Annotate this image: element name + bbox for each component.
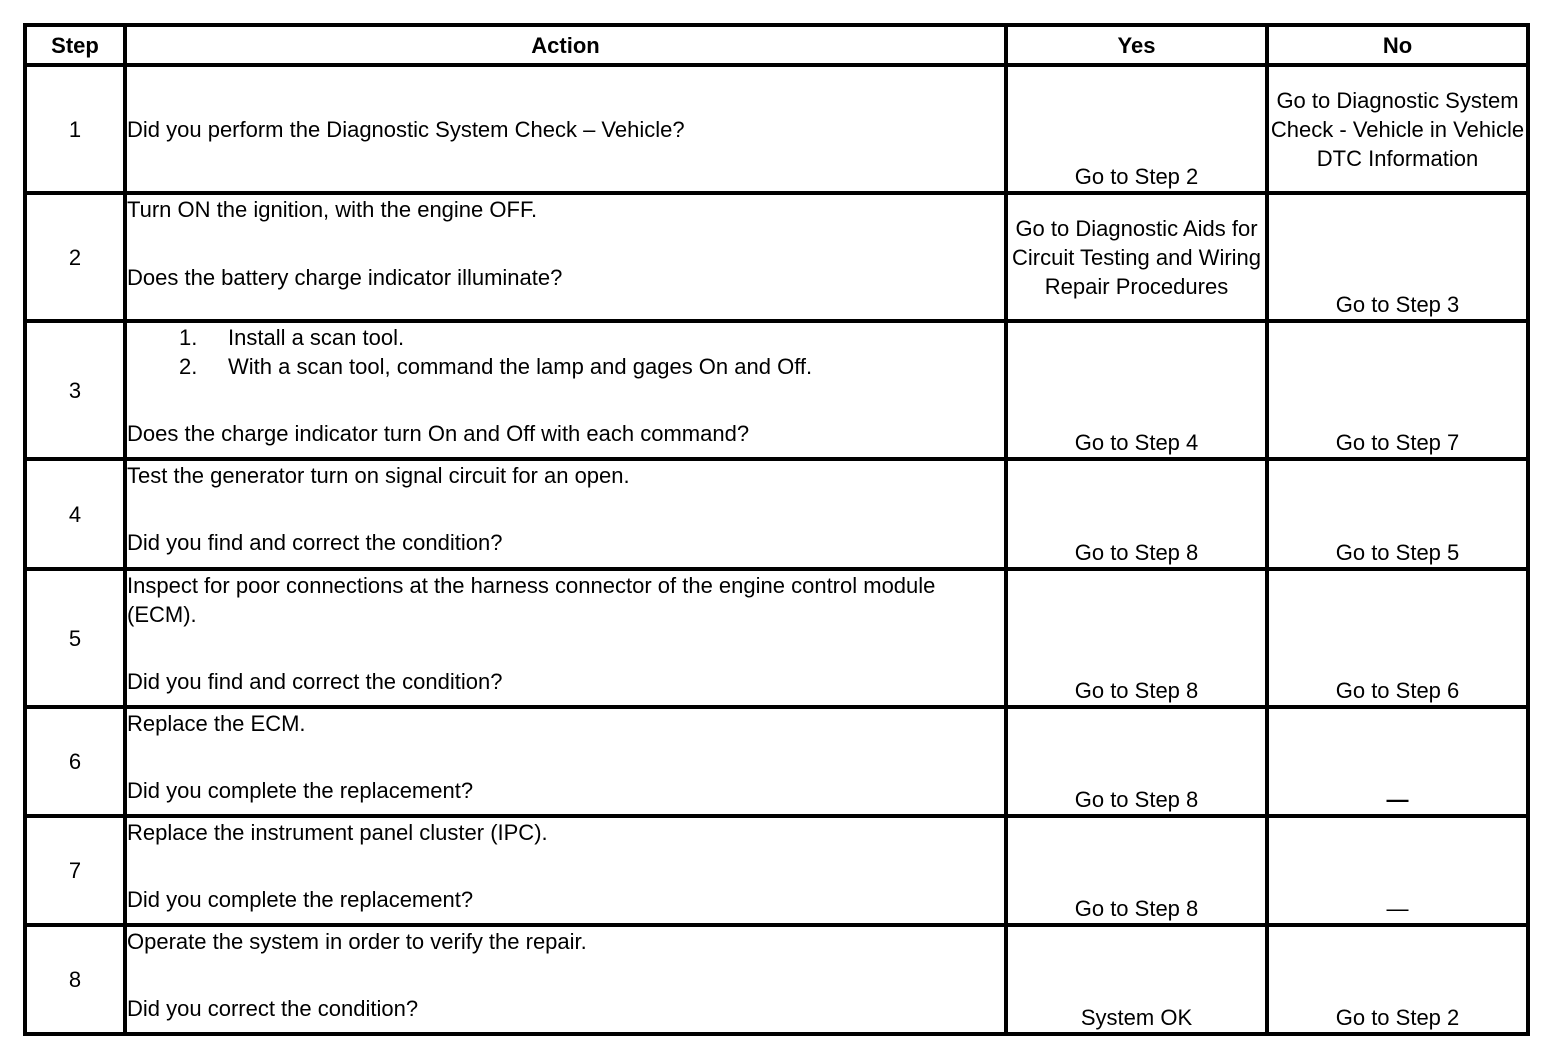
action-question: Did you complete the replacement? <box>127 778 474 803</box>
action-question: Does the battery charge indicator illuminate? <box>127 265 563 290</box>
table-row <box>25 65 1528 193</box>
no-cell: Go to Step 3 <box>1267 193 1528 321</box>
table-row <box>25 193 1528 321</box>
action-cell <box>125 707 1006 816</box>
action-cell <box>125 459 1006 569</box>
action-instruction: Test the generator turn on signal circuit for an open. <box>127 463 630 488</box>
step-number: 8 <box>25 925 125 1034</box>
yes-cell: Go to Step 8 <box>1006 569 1267 707</box>
step-number: 3 <box>25 321 125 459</box>
action-instruction: Turn ON the ignition, with the engine OFF. <box>127 197 538 222</box>
action-instruction: Operate the system in order to verify the repair. <box>127 929 587 954</box>
table-row <box>25 569 1528 707</box>
step-number: 6 <box>25 707 125 816</box>
no-cell: — <box>1267 707 1528 816</box>
table-row <box>25 707 1528 816</box>
no-cell: — <box>1267 816 1528 925</box>
step-number: 5 <box>25 569 125 707</box>
table-row <box>25 321 1528 459</box>
yes-cell: Go to Step 8 <box>1006 707 1267 816</box>
yes-cell: Go to Step 4 <box>1006 321 1267 459</box>
header-no: No <box>1267 25 1528 65</box>
action-instruction: Replace the ECM. <box>127 711 306 736</box>
list-item <box>179 352 1004 381</box>
action-question: Did you correct the condition? <box>127 996 419 1021</box>
list-number: 1. <box>179 325 198 350</box>
yes-cell: System OK <box>1006 925 1267 1034</box>
action-instruction: Replace the instrument panel cluster (IPC). <box>127 820 548 845</box>
action-question: Did you find and correct the condition? <box>127 530 503 555</box>
list-item <box>179 323 1004 352</box>
table-row <box>25 816 1528 925</box>
diagnostic-table <box>23 23 1530 1036</box>
no-cell: Go to Step 2 <box>1267 925 1528 1034</box>
action-cell <box>125 65 1006 193</box>
yes-cell: Go to Step 8 <box>1006 816 1267 925</box>
action-text: Did you perform the Diagnostic System Check – Vehicle? <box>127 116 685 142</box>
step-number: 1 <box>25 65 125 193</box>
no-cell: Go to Step 6 <box>1267 569 1528 707</box>
header-step: Step <box>25 25 125 65</box>
action-cell <box>125 321 1006 459</box>
action-question: Did you find and correct the condition? <box>127 669 503 694</box>
no-cell: Go to Step 5 <box>1267 459 1528 569</box>
list-text: Install a scan tool. <box>228 325 405 350</box>
list-text: With a scan tool, command the lamp and gages On and Off. <box>228 354 813 379</box>
table-row <box>25 459 1528 569</box>
header-action: Action <box>125 25 1006 65</box>
no-cell: Go to Step 7 <box>1267 321 1528 459</box>
action-question: Did you complete the replacement? <box>127 887 474 912</box>
action-instruction: Inspect for poor connections at the harness connector of the engine control module (ECM). <box>127 573 936 627</box>
action-cell <box>125 816 1006 925</box>
table-row <box>25 925 1528 1034</box>
action-cell <box>125 925 1006 1034</box>
action-cell <box>125 569 1006 707</box>
no-cell: Go to Diagnostic System Check - Vehicle in Vehicle DTC Information <box>1267 65 1528 193</box>
step-number: 4 <box>25 459 125 569</box>
action-cell <box>125 193 1006 321</box>
yes-cell: Go to Step 2 <box>1006 65 1267 193</box>
yes-cell: Go to Step 8 <box>1006 459 1267 569</box>
header-yes: Yes <box>1006 25 1267 65</box>
header-row <box>25 25 1528 65</box>
list-number: 2. <box>179 354 198 379</box>
yes-cell: Go to Diagnostic Aids for Circuit Testing and Wiring Repair Procedures <box>1006 193 1267 321</box>
step-number: 2 <box>25 193 125 321</box>
step-number: 7 <box>25 816 125 925</box>
instruction-list <box>127 323 1004 381</box>
action-question: Does the charge indicator turn On and Off with each command? <box>127 421 750 446</box>
